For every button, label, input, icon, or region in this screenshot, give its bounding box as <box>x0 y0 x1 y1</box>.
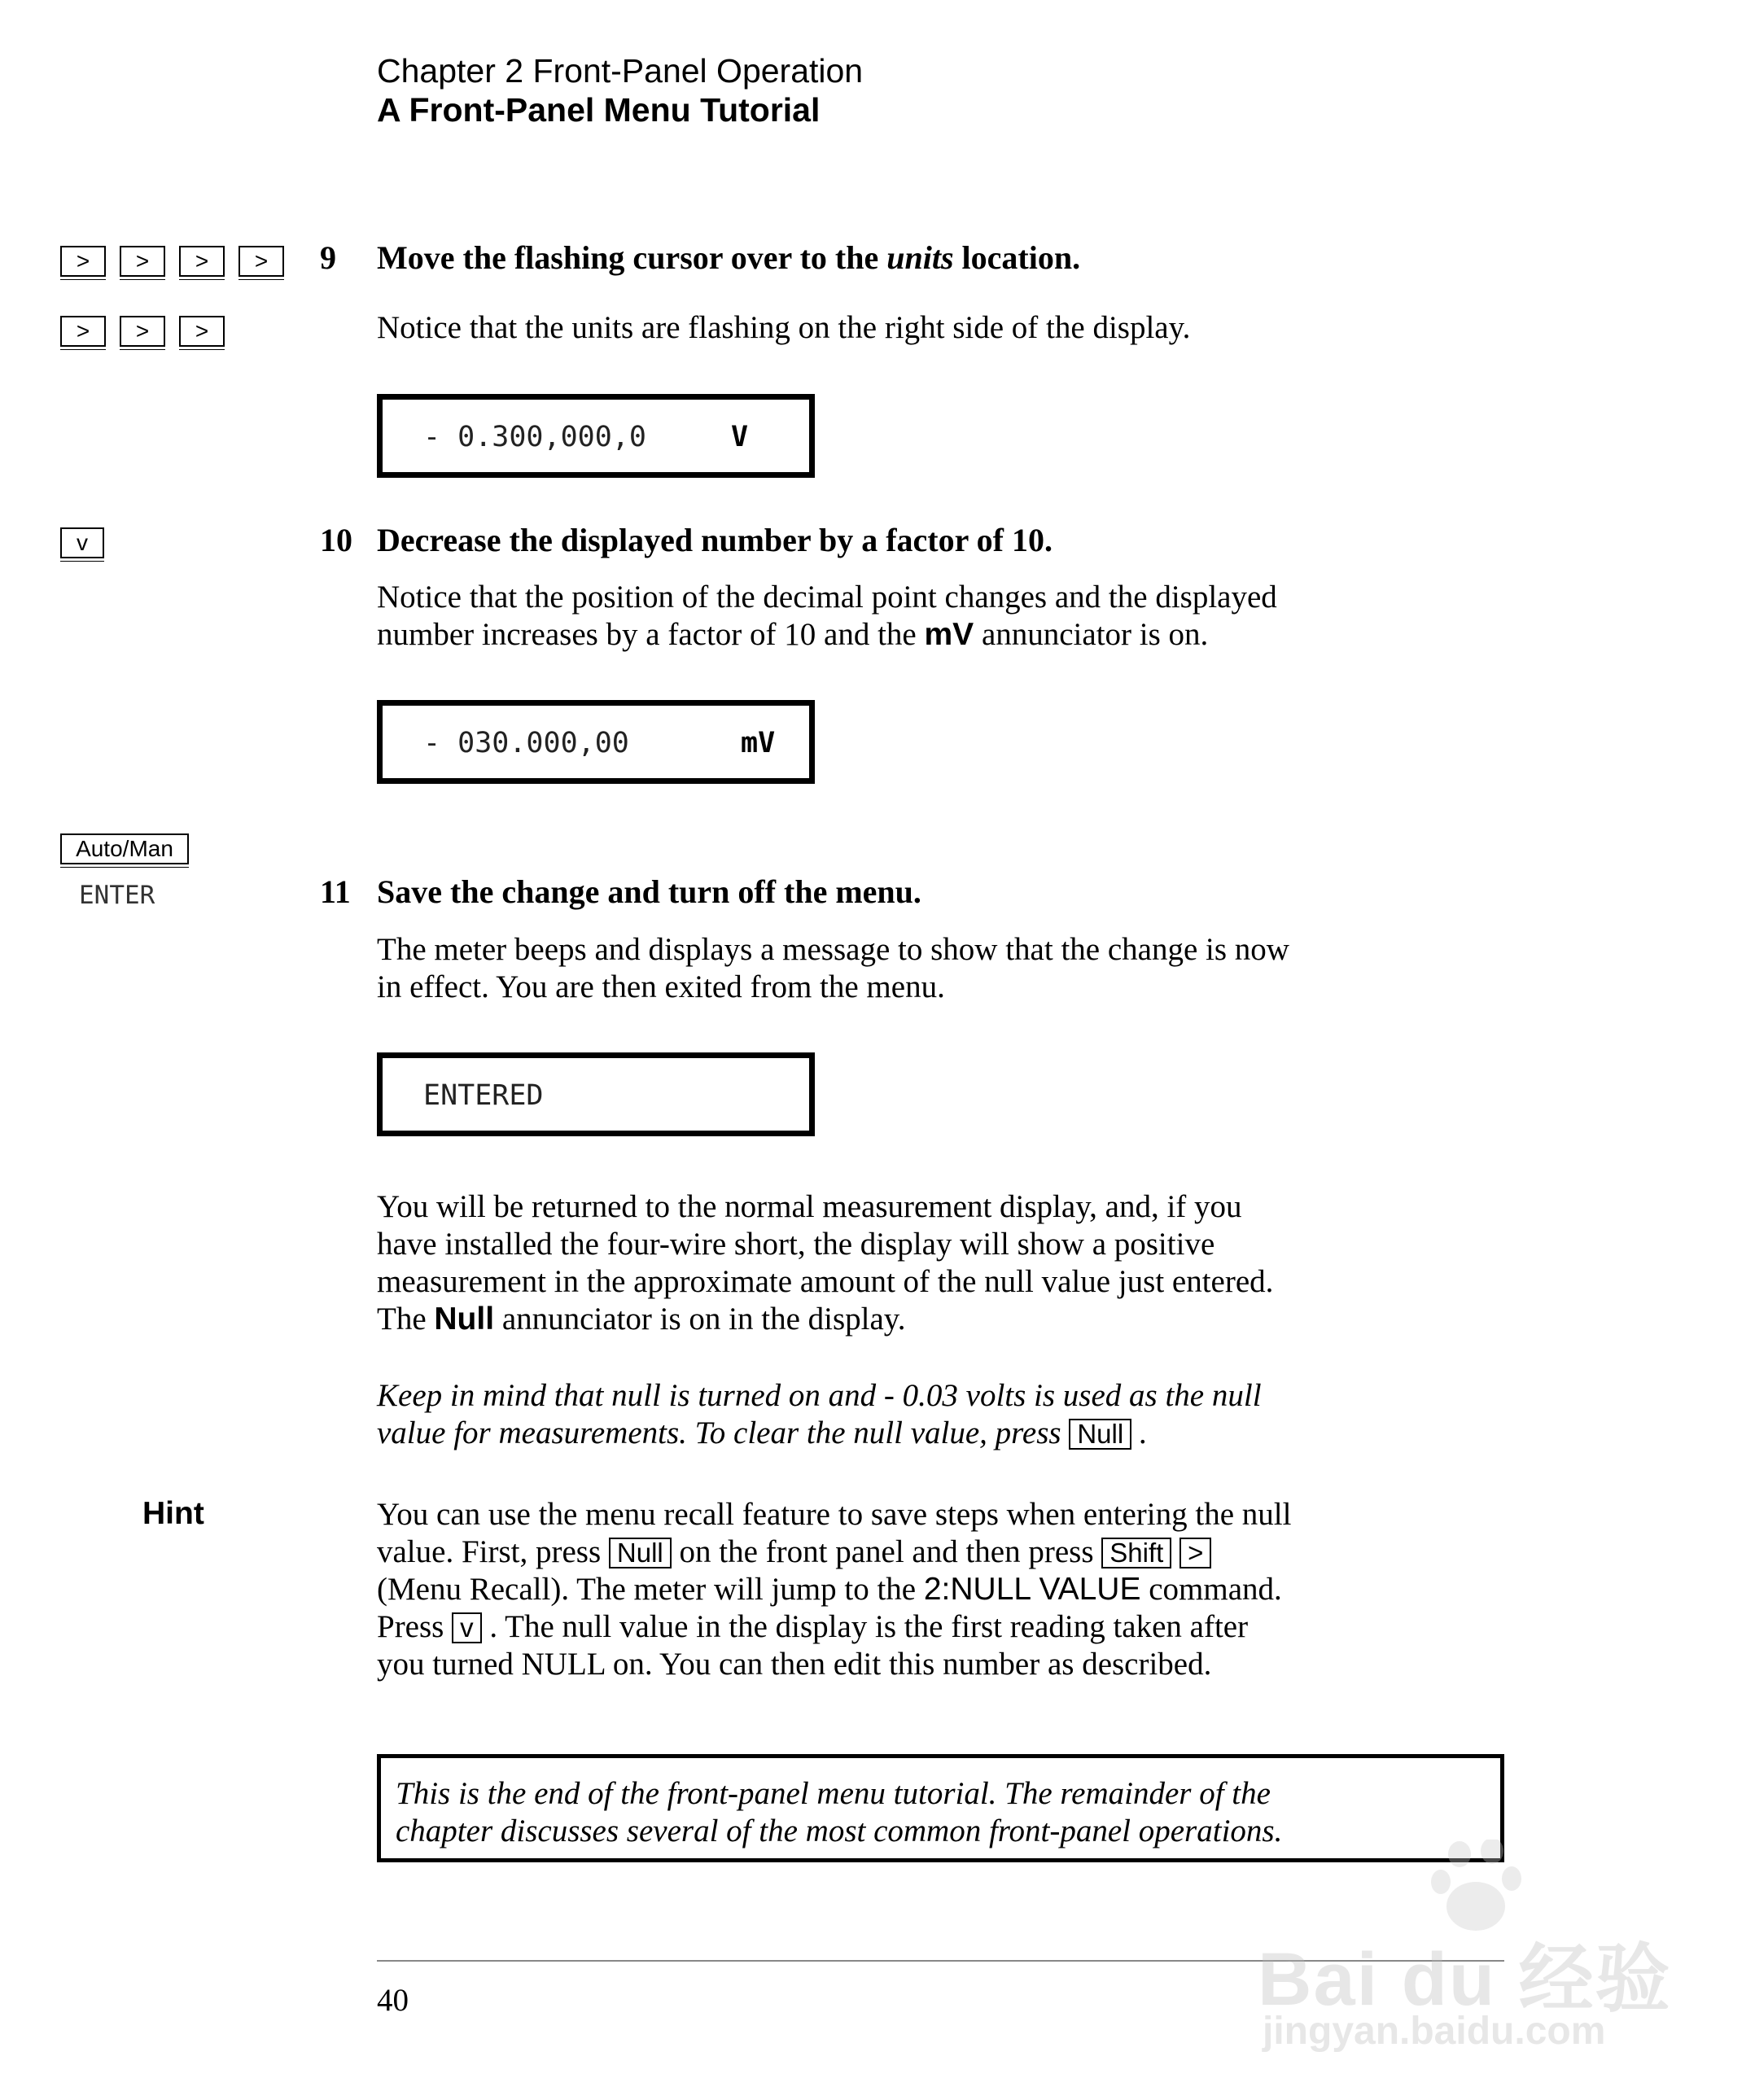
chapter-title: Chapter 2 Front-Panel Operation <box>377 52 864 90</box>
display-unit: mV <box>741 727 776 759</box>
result-paragraph <box>377 1188 1492 1338</box>
display-panel <box>377 394 815 478</box>
text-segment: value. First, press <box>377 1534 609 1569</box>
display-value: - 0.300,000,0 <box>423 421 646 453</box>
right-arrow-key: > <box>120 246 165 277</box>
text-segment: annunciator is on in the display. <box>494 1302 906 1337</box>
text-line <box>377 1533 1492 1571</box>
right-arrow-key: > <box>120 316 165 347</box>
display-panel <box>377 1052 815 1136</box>
right-arrow-key: > <box>179 246 225 277</box>
section-title: A Front-Panel Menu Tutorial <box>377 91 821 129</box>
text-line <box>377 1571 1492 1608</box>
right-arrow-key: > <box>179 316 225 347</box>
display-value: - 030.000,00 <box>423 727 629 759</box>
right-arrow-key: > <box>239 246 284 277</box>
text-line <box>377 1301 1492 1338</box>
step-heading: Decrease the displayed number by a factor of 10. <box>377 522 1053 558</box>
null-key: Null <box>1069 1419 1131 1450</box>
hint-label: Hint <box>142 1496 204 1531</box>
display-unit: V <box>731 421 749 453</box>
text-line <box>377 616 1492 654</box>
display-value: ENTERED <box>423 1079 544 1112</box>
text-segment: The <box>377 1302 435 1337</box>
text-line: This is the end of the front-panel menu tutorial. The remainder of the <box>396 1776 1271 1811</box>
step-number: 10 <box>320 522 352 558</box>
heading-text: location. <box>953 239 1081 276</box>
text-segment: on the front panel and then press <box>671 1534 1102 1569</box>
step-heading: Save the change and turn off the menu. <box>377 873 921 910</box>
shift-key: Shift <box>1101 1538 1171 1568</box>
auto-man-key: Auto/Man <box>60 833 189 864</box>
text-segment: . <box>1131 1415 1148 1450</box>
down-arrow-key: v <box>452 1612 482 1643</box>
text-segment: Press <box>377 1609 453 1644</box>
text-segment: annunciator is on. <box>974 617 1209 652</box>
hint-paragraph <box>377 1496 1492 1683</box>
step-heading <box>377 238 1080 277</box>
text-segment: (Menu Recall). The meter will jump to the <box>377 1572 924 1607</box>
text-line: The meter beeps and displays a message to show that the change is now <box>377 932 1289 967</box>
page-number: 40 <box>377 1983 409 2018</box>
step-description <box>377 931 1492 1006</box>
text-segment: number increases by a factor of 10 and the <box>377 617 925 652</box>
step-description <box>377 579 1492 654</box>
step-description: Notice that the units are flashing on the right side of the display. <box>377 310 1191 345</box>
text-line: You will be returned to the normal measurement display, and, if you <box>377 1189 1242 1224</box>
text-line: measurement in the approximate amount of the null value just entered. <box>377 1264 1274 1299</box>
display-panel <box>377 700 815 784</box>
baidu-watermark <box>1258 1840 1681 2059</box>
right-arrow-key: > <box>60 316 106 347</box>
text-line: Keep in mind that null is turned on and - 0.03 volts is used as the null <box>377 1378 1262 1413</box>
text-line: You can use the menu recall feature to save steps when entering the null <box>377 1497 1292 1532</box>
step-number: 9 <box>320 239 336 276</box>
null-note <box>377 1377 1492 1452</box>
text-line <box>377 1415 1492 1452</box>
text-line: Notice that the position of the decimal point changes and the displayed <box>377 580 1277 615</box>
menu-command-name: 2:NULL VALUE <box>923 1572 1141 1607</box>
text-line: in effect. You are then exited from the menu. <box>377 969 945 1004</box>
text-line: you turned NULL on. You can then edit this number as described. <box>377 1647 1212 1682</box>
watermark-url: jingyan.baidu.com <box>1263 2010 1606 2053</box>
null-key: Null <box>609 1538 672 1568</box>
null-annunciator-label: Null <box>434 1302 495 1337</box>
text-line: have installed the four-wire short, the display will show a positive <box>377 1227 1215 1262</box>
text-line <box>377 1608 1492 1646</box>
right-arrow-key: > <box>1179 1538 1211 1568</box>
text-segment: . The null value in the display is the first reading taken after <box>481 1609 1249 1644</box>
text-segment: value for measurements. To clear the null value, press <box>377 1415 1070 1450</box>
watermark-brand: Bai du 经验 <box>1258 1938 1672 2021</box>
enter-key-caption: ENTER <box>79 881 155 910</box>
heading-text: Move the flashing cursor over to the <box>377 239 887 276</box>
heading-emphasis: units <box>886 239 954 276</box>
step-number: 11 <box>320 873 351 910</box>
text-segment: command. <box>1140 1572 1282 1607</box>
mv-annunciator-label: mV <box>924 617 974 652</box>
right-arrow-key: > <box>60 246 106 277</box>
down-arrow-key: v <box>60 527 104 558</box>
text-line: chapter discusses several of the most common front-panel operations. <box>396 1813 1283 1848</box>
